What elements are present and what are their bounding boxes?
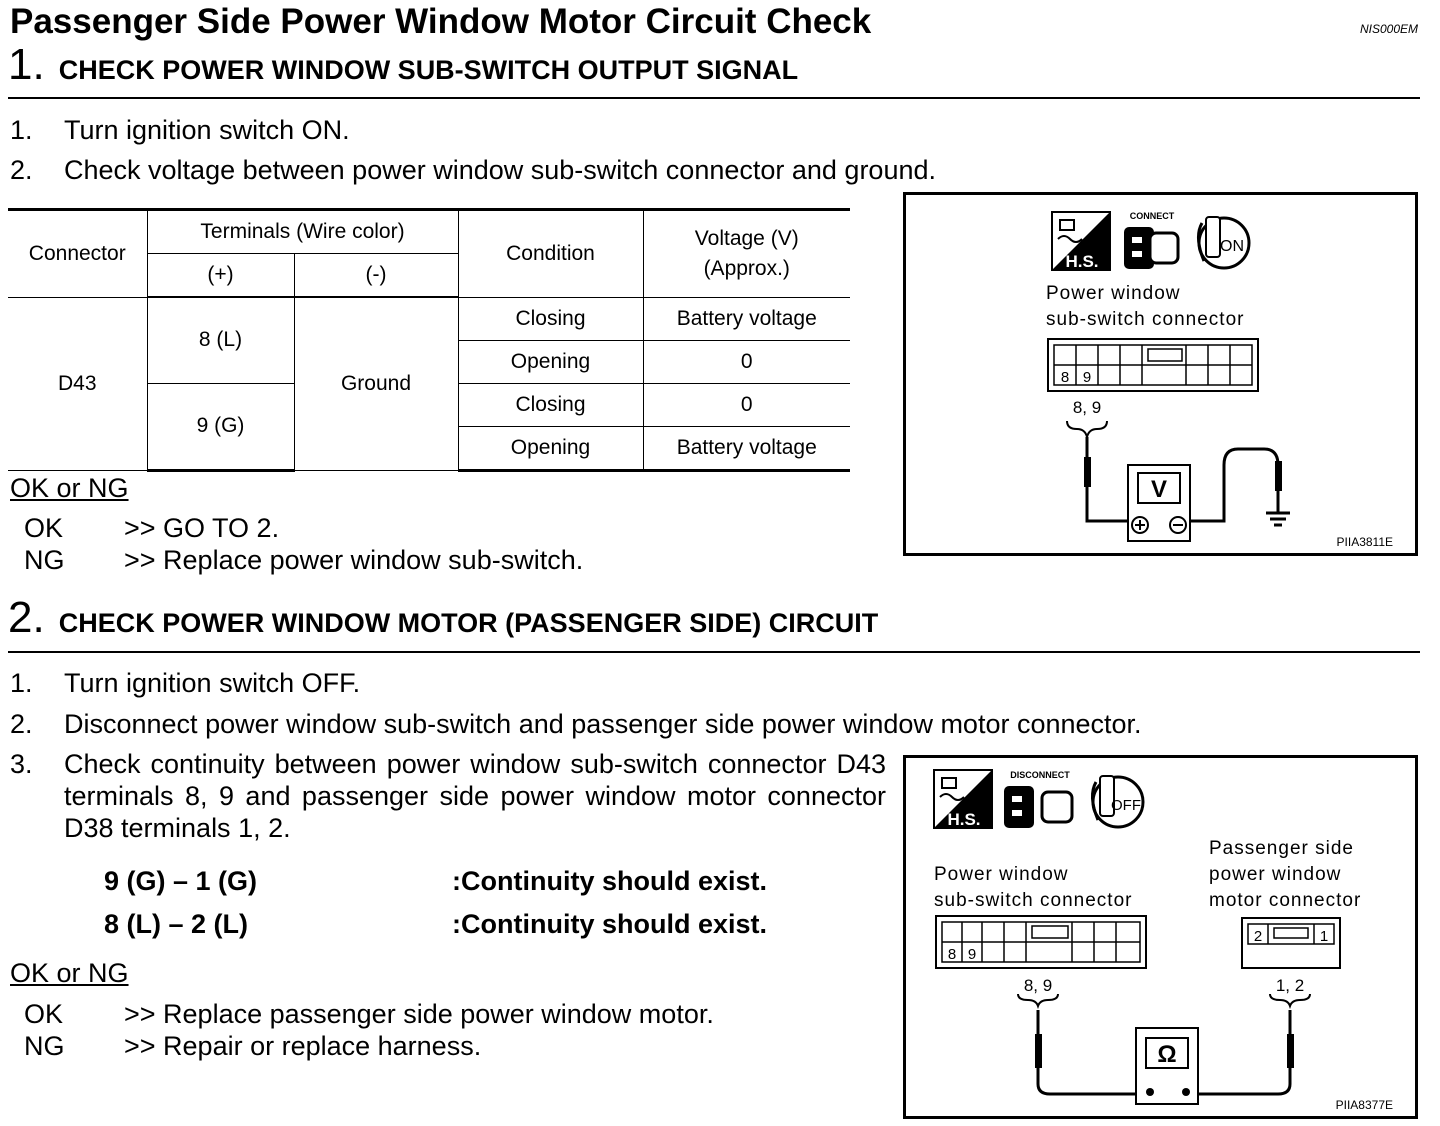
left-connector-label-line2: sub-switch connector bbox=[934, 890, 1133, 911]
instruction-number: 1. bbox=[10, 668, 33, 698]
result-key: OK bbox=[24, 999, 64, 1029]
voltage-spec-table bbox=[8, 208, 850, 472]
continuity-check-diagram bbox=[906, 758, 1415, 1116]
result-key: NG bbox=[24, 1031, 65, 1061]
svg-text:9: 9 bbox=[1082, 369, 1092, 386]
right-pins-label: 1, 2 bbox=[1275, 976, 1305, 995]
svg-text:2: 2 bbox=[1253, 928, 1263, 945]
step1-ok-ng-label: OK or NG bbox=[10, 473, 129, 503]
document-id: NIS000EM bbox=[1359, 22, 1418, 36]
step1-instruction-2 bbox=[10, 154, 936, 186]
cell-condition: Opening bbox=[458, 340, 643, 383]
svg-text:H.S.: H.S. bbox=[1065, 252, 1099, 271]
header-terminals: Terminals (Wire color) bbox=[147, 210, 458, 254]
step2-result-ng bbox=[24, 1030, 481, 1062]
svg-text:9: 9 bbox=[967, 946, 977, 963]
voltage-check-figure bbox=[903, 192, 1418, 556]
header-minus: (-) bbox=[294, 254, 458, 298]
header-connector: Connector bbox=[8, 210, 147, 298]
ignition-key-icon bbox=[1092, 776, 1143, 827]
svg-text:8: 8 bbox=[947, 946, 957, 963]
continuity-pair-2-result: :Continuity should exist. bbox=[452, 909, 767, 939]
instruction-text: Disconnect power window sub-switch and passenger side power window motor connector. bbox=[64, 709, 1142, 739]
result-text: >> Replace power window sub-switch. bbox=[124, 545, 584, 575]
continuity-pair-1-result: :Continuity should exist. bbox=[452, 866, 767, 896]
svg-text:DISCONNECT: DISCONNECT bbox=[1010, 770, 1070, 780]
svg-text:ON: ON bbox=[1220, 238, 1244, 255]
continuity-pair-2-terms: 8 (L) – 2 (L) bbox=[104, 909, 249, 939]
svg-text:CONNECT: CONNECT bbox=[1129, 211, 1175, 221]
hs-icon bbox=[934, 770, 992, 829]
step2-number: 2. bbox=[8, 593, 45, 642]
cell-condition: Closing bbox=[458, 383, 643, 426]
continuity-pair-1-terms: 9 (G) – 1 (G) bbox=[104, 866, 258, 896]
cell-condition: Closing bbox=[458, 297, 643, 340]
cell-voltage: Battery voltage bbox=[643, 426, 850, 470]
step2-rule bbox=[8, 651, 1420, 653]
svg-text:H.S.: H.S. bbox=[947, 810, 981, 829]
right-connector-label-line2: power window bbox=[1209, 864, 1342, 885]
step1-heading: CHECK POWER WINDOW SUB-SWITCH OUTPUT SIGNAL bbox=[58, 55, 799, 85]
voltmeter bbox=[1128, 465, 1190, 541]
cell-voltage: 0 bbox=[643, 340, 850, 383]
cell-voltage: Battery voltage bbox=[643, 297, 850, 340]
connector-label-line2: sub-switch connector bbox=[1046, 309, 1245, 330]
ignition-key-icon bbox=[1198, 217, 1249, 268]
result-text: >> Repair or replace harness. bbox=[124, 1031, 482, 1061]
result-key: OK bbox=[24, 513, 64, 543]
header-condition: Condition bbox=[458, 210, 643, 298]
figure-code: PIIA8377E bbox=[1335, 1098, 1393, 1112]
sub-switch-connector bbox=[1048, 339, 1258, 391]
step1-result-ok bbox=[24, 512, 279, 544]
svg-text:1: 1 bbox=[1319, 928, 1329, 945]
step2-header bbox=[8, 593, 878, 643]
step2-instruction-2 bbox=[10, 708, 1142, 740]
header-plus: (+) bbox=[147, 254, 294, 298]
voltage-check-diagram bbox=[906, 195, 1415, 553]
left-pins-label: 8, 9 bbox=[1023, 976, 1053, 995]
header-voltage: Voltage (V) (Approx.) bbox=[643, 210, 850, 298]
left-connector-label-line1: Power window bbox=[934, 864, 1069, 885]
hs-icon bbox=[1052, 212, 1110, 271]
sub-switch-connector bbox=[936, 916, 1146, 968]
cell-terminal-9: 9 (G) bbox=[147, 383, 294, 470]
motor-connector bbox=[1242, 918, 1340, 968]
svg-text:OFF: OFF bbox=[1111, 797, 1141, 814]
pins-label: 8, 9 bbox=[1072, 398, 1102, 417]
instruction-text: Turn ignition switch OFF. bbox=[64, 668, 361, 698]
step1-instruction-1 bbox=[10, 114, 350, 146]
cell-terminal-8: 8 (L) bbox=[147, 297, 294, 383]
result-text: >> Replace passenger side power window motor. bbox=[124, 999, 714, 1029]
step1-number: 1. bbox=[8, 40, 45, 89]
step2-ok-ng-label: OK or NG bbox=[10, 958, 129, 988]
cell-voltage: 0 bbox=[643, 383, 850, 426]
svg-text:8: 8 bbox=[1060, 369, 1070, 386]
figure-code: PIIA3811E bbox=[1336, 535, 1393, 549]
ohmmeter bbox=[1136, 1028, 1198, 1104]
step1-header bbox=[8, 40, 798, 90]
instruction-number: 1. bbox=[10, 115, 33, 145]
instruction-text: Check voltage between power window sub-switch connector and ground. bbox=[64, 155, 937, 185]
result-text: >> GO TO 2. bbox=[124, 513, 280, 543]
step2-instruction-3-number: 3. bbox=[10, 749, 33, 779]
step2-instruction-3-text: Check continuity between power window sub-switch connector D43 terminals 8, 9 and passenger side power window motor connector D38 terminals 1, 2. bbox=[64, 749, 886, 843]
continuity-check-figure bbox=[903, 755, 1418, 1119]
step2-instruction-1 bbox=[10, 667, 360, 699]
cell-ground: Ground bbox=[294, 297, 458, 470]
cell-connector: D43 bbox=[8, 297, 147, 470]
connector-label-line1: Power window bbox=[1046, 283, 1181, 304]
instruction-number: 2. bbox=[10, 155, 33, 185]
result-key: NG bbox=[24, 545, 65, 575]
step2-heading: CHECK POWER WINDOW MOTOR (PASSENGER SIDE) CIRCUIT bbox=[58, 608, 879, 638]
cell-condition: Opening bbox=[458, 426, 643, 470]
step1-rule bbox=[8, 97, 1420, 99]
disconnect-icon bbox=[1004, 770, 1072, 828]
right-connector-label-line1: Passenger side bbox=[1209, 838, 1354, 859]
connect-icon bbox=[1124, 211, 1178, 269]
step1-result-ng bbox=[24, 544, 583, 576]
right-connector-label-line3: motor connector bbox=[1209, 890, 1362, 911]
page-title: Passenger Side Power Window Motor Circuit Check bbox=[10, 2, 872, 41]
instruction-text: Turn ignition switch ON. bbox=[64, 115, 350, 145]
svg-text:V: V bbox=[1150, 476, 1168, 503]
step2-result-ok bbox=[24, 998, 714, 1030]
instruction-number: 2. bbox=[10, 709, 33, 739]
svg-text:Ω: Ω bbox=[1157, 1041, 1177, 1068]
